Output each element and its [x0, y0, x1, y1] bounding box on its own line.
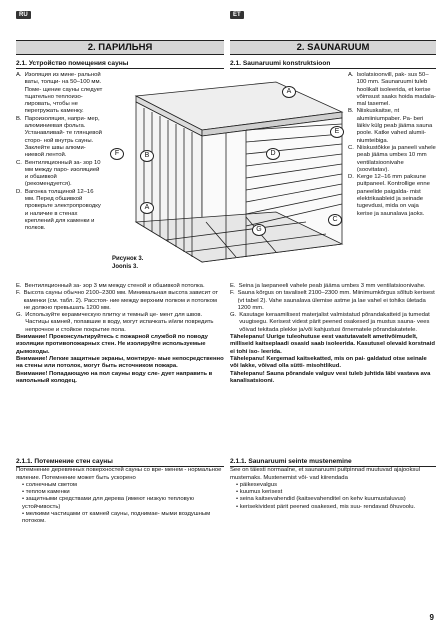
ru-construction-block	[16, 60, 224, 69]
ru-darkening-list	[16, 482, 224, 526]
et-item-a: A. Isolatsioonvill, pak- sus 50–100 mm. Saunaruumi tuleb hoolikalt isoleerida, et kerise võimsust saaks hoida madala- mal tasemel.	[348, 72, 436, 108]
ru-darkening-block	[16, 458, 224, 526]
et-item-g: G. Kasutage keraamilisest materjalist valmistatud põrandakatteid ja tumedat vuugisegu. Kerisest videst pärit peened osakesed ja mustus sauna- vees võivad tekitada plekke ja/või kahjustusi õrnematele põrandakatetele.	[230, 312, 430, 333]
list-item: • солнечным светом	[22, 482, 224, 489]
list-item: • мелкими частицами от камней сауны, поднимае- мыми воздушным потоком.	[22, 511, 224, 526]
figure-callout-c: C	[328, 214, 342, 226]
figure-callout-d: D	[266, 148, 280, 160]
ru-subheading-darkening: 2.1.1. Потемнение стен сауны	[16, 458, 224, 467]
et-construction-block	[230, 60, 436, 69]
sauna-cutaway-drawing	[106, 72, 346, 280]
list-item: • seina kaitsevahendid (kaitsevahenditel on kehv kuumustaluvus)	[236, 496, 436, 503]
et-subheading-construction: 2.1. Saunaruumi konstruktsioon	[230, 60, 436, 69]
figure-callout-g: G	[252, 224, 266, 236]
et-subheading-darkening: 2.1.1. Saunaruumi seinte mustenemine	[230, 458, 436, 467]
figure-callout-e: E	[330, 126, 344, 138]
et-item-c: C. Niiskustõkke ja paneeli vahele peab jääma umbes 10 mm ventilatsioonivahe (soovitatav).	[348, 144, 436, 173]
ru-item-e: E. Вентиляционный за- зор 3 мм между стеной и обшивкой потолка.	[16, 283, 205, 289]
ru-subheading-construction: 2.1. Устройство помещения сауны	[16, 60, 224, 69]
ru-warning-fire-service: Внимание! Проконсультируйтесь с пожарной службой по поводу изоляции противопожарных стен. Не изолируйте используемые дымоходы.	[16, 334, 208, 355]
list-item: • kuumus kerisest	[236, 489, 436, 496]
language-tag-et: ET	[230, 11, 244, 19]
et-warning-fire-service: Tähelepanu! Uurige tuleohutuse eest vastutavatelt ametivõimudelt, milliseid kaitseplaadi osasid saab isoleerida. Kasutusel olevaid korstnaid ei tohi iso- leerida.	[230, 334, 435, 355]
figure-caption-et: Joonis 3.	[112, 264, 139, 270]
list-item: • päikesevalgus	[236, 482, 436, 489]
figure-callout-f: F	[110, 148, 124, 160]
ru-warning-floor-water: Внимание! Попадающую на пол сауны воду сле- дует направить в напольный колодец.	[16, 370, 213, 384]
ru-item-g: G. Используйте керамическую плитку и темный це- мент для швов. Частицы камней, попавшие в воду, могут испачкать и/или повредить непрочное и стойкое покрытие пола.	[16, 312, 214, 333]
figure-callout-a: A	[282, 86, 296, 98]
et-warning-floor-water: Tähelepanu! Sauna põrandale valguv vesi tuleb juhtida läbi vastava ava kanalisatsiooni.	[230, 370, 431, 384]
figure-callout-a-left: A	[140, 202, 154, 214]
section-title-et: 2. SAUNARUUM	[230, 40, 436, 55]
ru-items-wide	[16, 283, 224, 385]
et-darkening-body: See on täiesti normaalne, et saunaruumi puitpinnad muutuvad ajajooksul mustemaks. Mustenemist või- vad kiirendada	[230, 467, 420, 481]
ru-darkening-body: Потемнение деревянных поверхностей сауны со вре- менем - нормальное явление. Потемнение может быть ускорено	[16, 467, 222, 481]
page-number: 9	[429, 613, 434, 622]
language-tag-ru: RU	[16, 11, 31, 19]
ru-item-f: F. Высота сауны обычно 2100–2300 мм. Минимальная высота зависит от каменки (см. табл. 2). Расстоя- ние между верхним полком и потолком не должно превышать 1200 мм.	[16, 290, 219, 311]
figure-callout-b: B	[140, 150, 154, 162]
et-item-d: D. Kerge 12–16 mm paksune puitpaneel. Kontrollige enne paneelide paigalda- mist elektrikaableid ja seinade tugevdusi, mida on vaja kerise ja saunalava jaoks.	[348, 174, 430, 217]
ru-item-d: D. Вагонка толщиной 12–16 мм. Перед обшивкой проверьте электропроводку и наличие в стенах креплений для каменки и полков.	[16, 188, 101, 232]
et-items-narrow	[348, 72, 436, 218]
ru-item-b: B. Пароизоляция, напри- мер, алюминиевая фольга. Устанавливай- те глянцевой сторо- ной внутрь сауны. Заклейте швы алюми- ниевой лентой.	[16, 115, 102, 159]
list-item: • kerisekividest pärit peened osakesed, mis suu- rendavad õhuvoolu.	[236, 504, 436, 511]
sauna-construction-figure	[106, 72, 346, 280]
ru-items-narrow	[16, 72, 104, 233]
ru-warning-light-shields: Внимание! Легкие защитные экраны, монтируе- мые непосредственно на стены или потолок, могут быть источником пожара.	[16, 355, 224, 370]
list-item: • теплом каменки	[22, 489, 224, 496]
ru-item-c: C. Вентиляционный за- зор 10 мм между паро- изоляцией и обшивкой (рекомендуется).	[16, 159, 101, 188]
section-title-ru: 2. ПАРИЛЬНЯ	[16, 40, 224, 55]
et-item-f: F. Sauna kõrgus on tavaliselt 2100–2300 mm. Miinimumkõrgus sõltub kerisest (vt tabel 2). Vahe saunalava ülemise astme ja lae vahel ei tohiks ületada 1200 mm.	[230, 290, 435, 311]
et-warning-light-shields: Tähelepanu! Kergemad kaitsekatted, mis on pai- galdatud otse seinale või lakke, võivad olla sütti- misohtlikud.	[230, 355, 427, 370]
et-darkening-list	[230, 482, 436, 511]
et-item-e: E. Seina ja laepaneeli vahele peab jääma umbes 3 mm ventilatsioonivahe.	[230, 283, 426, 289]
ru-item-a: A. Изоляция из мине- ральной ваты, толщи- на 50–100 мм. Поме- щение сауны следует тщательно теплоизо- лировать, чтобы не перегружать каменку.	[16, 72, 103, 115]
list-item: • защитными средствами для дерева (имеют низкую тепловую устойчивость)	[22, 496, 224, 511]
et-darkening-block	[230, 458, 436, 511]
figure-caption-ru: Рисунок 3.	[112, 256, 144, 262]
et-items-wide	[230, 283, 436, 385]
et-item-b: B. Niiskuskaitse, nt alumiiniumpaber. Pa- beri läikiv külg peab jääma sauna poole. Katke vahed alumii- niumteibiga.	[348, 108, 433, 144]
